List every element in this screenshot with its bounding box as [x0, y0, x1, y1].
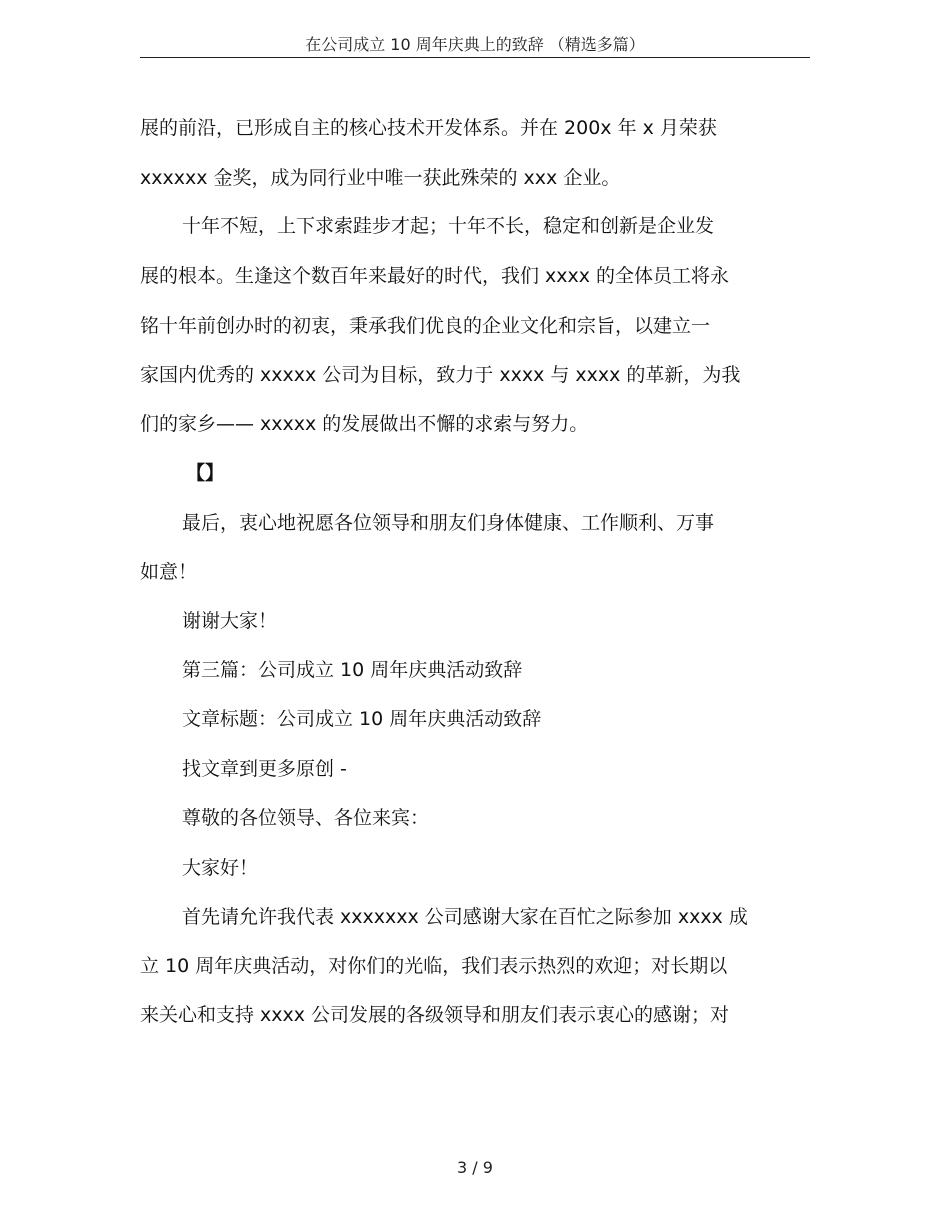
body-line: 首先请允许我代表 xxxxxxx 公司感谢大家在百忙之际参加 xxxx 成 [182, 906, 748, 928]
salutation: 尊敬的各位领导、各位来宾： [182, 807, 430, 829]
article-title-line: 文章标题：公司成立 10 周年庆典活动致辞 [182, 708, 542, 730]
section-heading: 第三篇：公司成立 10 周年庆典活动致辞 [182, 659, 523, 681]
body-line: xxxxxx 金奖，成为同行业中唯一获此殊荣的 xxx 企业。 [140, 167, 621, 189]
page-header-title: 在公司成立 10 周年庆典上的致辞 （精选多篇） [140, 33, 810, 58]
body-line: 铭十年前创办时的初衷，秉承我们优良的企业文化和宗旨，以建立一 [140, 315, 711, 337]
body-line: 来关心和支持 xxxx 公司发展的各级领导和朋友们表示衷心的感谢；对 [140, 1004, 730, 1026]
body-line: 家国内优秀的 xxxxx 公司为目标，致力于 xxxx 与 xxxx 的革新，为我 [140, 364, 741, 386]
body-line: 展的根本。生逢这个数百年来最好的时代，我们 xxxx 的全体员工将永 [140, 265, 730, 287]
body-line: 最后，衷心地祝愿各位领导和朋友们身体健康、工作顺利、万事 [182, 512, 715, 534]
body-line: 谢谢大家！ [182, 610, 278, 632]
greeting: 大家好！ [182, 857, 259, 879]
bracket-marker: 【】 [186, 462, 225, 484]
body-line: 如意！ [140, 561, 198, 583]
body-line: 们的家乡—— xxxxx 的发展做出不懈的求索与努力。 [140, 413, 589, 435]
body-line: 立 10 周年庆典活动，对你们的光临，我们表示热烈的欢迎；对长期以 [140, 955, 728, 977]
body-line: 十年不短，上下求索跬步才起；十年不长，稳定和创新是企业发 [182, 215, 715, 237]
body-line: 展的前沿，已形成自主的核心技术开发体系。并在 200x 年 x 月荣获 [140, 117, 717, 139]
body-line: 找文章到更多原创 - [182, 758, 347, 780]
page-number: 3 / 9 [457, 1158, 493, 1177]
